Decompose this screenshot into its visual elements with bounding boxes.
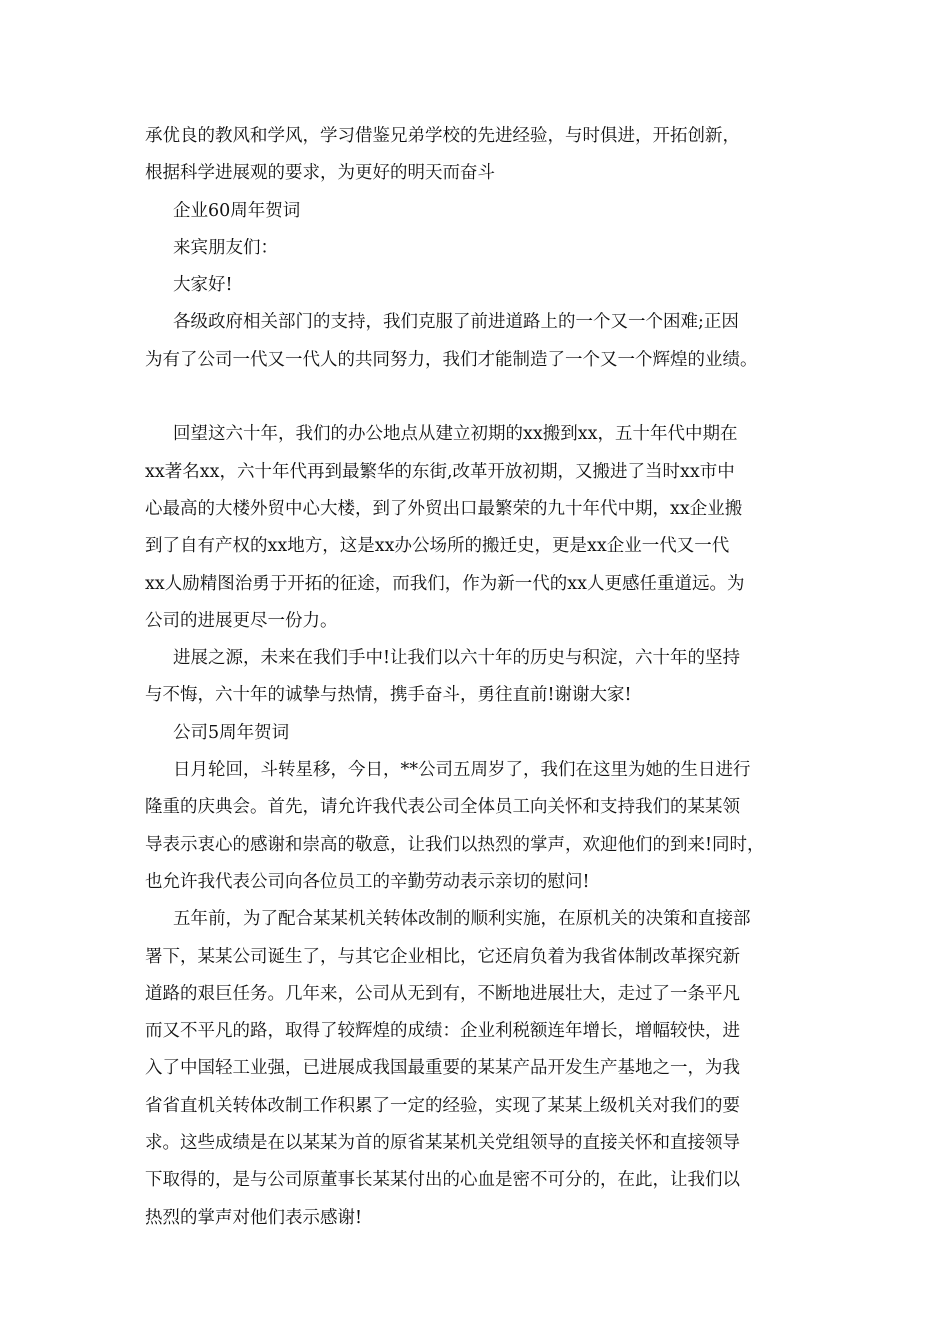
text-line: xx人励精图治勇于开拓的征途，而我们，作为新一代的xx人更感任重道远。为 [145,573,745,594]
text-line: 根据科学进展观的要求，为更好的明天而奋斗 [145,163,495,184]
text-line: 下取得的，是与公司原董事长某某付出的心血是密不可分的，在此，让我们以 [145,1170,740,1191]
salutation-line: 来宾朋友们： [173,237,278,258]
text-line: 到了自有产权的xx地方，这是xx办公场所的搬迁史，更是xx企业一代又一代 [145,536,730,557]
section-heading-5th: 公司5周年贺词 [173,722,290,743]
section-heading-60th: 企业60周年贺词 [173,200,301,221]
paragraph-start: 五年前，为了配合某某机关转体改制的顺利实施，在原机关的决策和直接部 [173,909,751,930]
greeting-line: 大家好! [173,275,233,296]
text-line: 隆重的庆典会。首先，请允许我代表公司全体员工向关怀和支持我们的某某领 [145,797,740,818]
text-line: 求。这些成绩是在以某某为首的原省某某机关党组领导的直接关怀和直接领导 [145,1133,740,1154]
document-body [145,118,815,1237]
text-line: 与不悔，六十年的诚挚与热情，携手奋斗，勇往直前!谢谢大家! [145,685,632,706]
text-line: 热烈的掌声对他们表示感谢! [145,1207,363,1228]
text-line: 省省直机关转体改制工作积累了一定的经验，实现了某某上级机关对我们的要 [145,1095,740,1116]
paragraph-start: 进展之源，未来在我们手中!让我们以六十年的历史与积淀，六十年的坚持 [173,648,741,669]
text-line: 入了中国轻工业强，已进展成我国最重要的某某产品开发生产基地之一，为我 [145,1058,740,1079]
paragraph-start: 各级政府相关部门的支持，我们克服了前进道路上的一个又一个困难;正因 [173,312,739,333]
text-line: xx著名xx，六十年代再到最繁华的东街,改革开放初期，又搬进了当时xx市中 [145,461,735,482]
text-line: 心最高的大楼外贸中心大楼，到了外贸出口最繁荣的九十年代中期，xx企业搬 [145,498,743,519]
text-line: 导表示衷心的感谢和崇高的敬意，让我们以热烈的掌声，欢迎他们的到来!同时， [145,834,765,855]
text-line: 道路的艰巨任务。几年来，公司从无到有，不断地进展壮大，走过了一条平凡 [145,983,740,1004]
text-line: 也允许我代表公司向各位员工的辛勤劳动表示亲切的慰问! [145,871,590,892]
text-line: 承优良的教风和学风，学习借鉴兄弟学校的先进经验，与时俱进，开拓创新， [145,126,740,146]
blank-line [145,379,815,416]
text-line: 而又不平凡的路，取得了较辉煌的成绩：企业利税额连年增长，增幅较快，进 [145,1021,740,1042]
paragraph-start: 日月轮回，斗转星移，今日，**公司五周岁了，我们在这里为她的生日进行 [173,760,751,781]
text-line: 为有了公司一代又一代人的共同努力，我们才能制造了一个又一个辉煌的业绩。 [145,349,758,370]
text-line: 公司的进展更尽一份力。 [145,610,338,631]
text-line: 署下，某某公司诞生了，与其它企业相比，它还肩负着为我省体制改革探究新 [145,946,740,967]
paragraph-start: 回望这六十年，我们的办公地点从建立初期的xx搬到xx，五十年代中期在 [173,424,738,445]
